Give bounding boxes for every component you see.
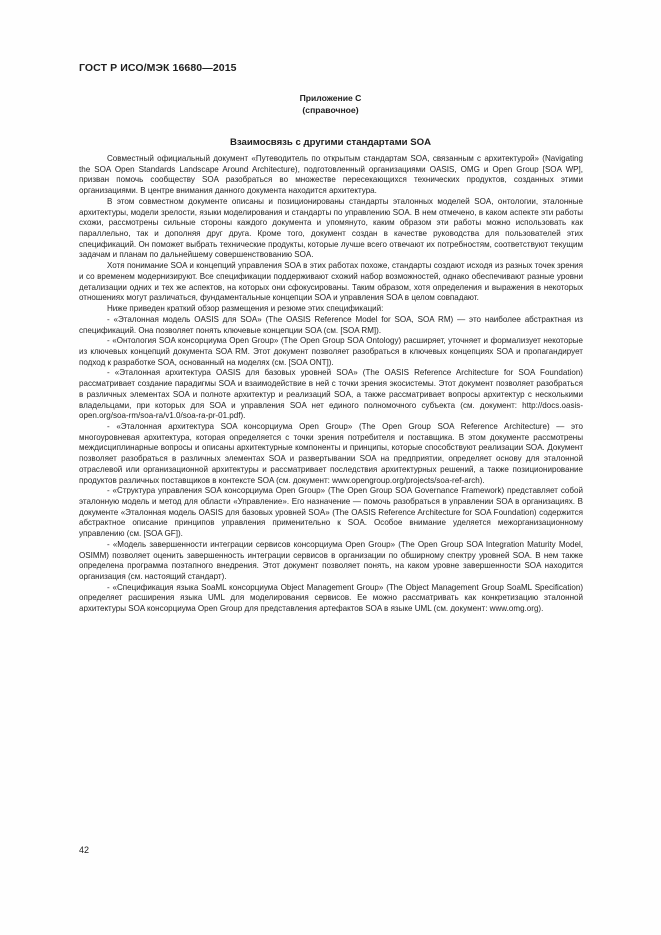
list-item: - «Спецификация языка SoaML консорциума Object Management Group» (The Object Management Group SoaML Specification) определяет расширения языка UML для моделирования сервисов. Ее можно рассматривать как конкретизацию эталонной архитектуры SOA консорциума Open Group для представления артефактов SOA в языке UML (см. документ: www.omg.org). [79, 582, 583, 614]
paragraph: Совместный официальный документ «Путеводитель по открытым стандартам SOA, связанным с архитектурой» (Navigating the SOA Open Standards Landscape Around Architecture), подготовленный организациями OASIS, OMG и Open Group [SOA WP], призван помочь сообществу SOA разобраться во множестве пересекающихся технических продуктов, созданных этими организациями. В центре внимания данного документа находится архитектура. [79, 154, 583, 196]
annex-subtitle: (справочное) [302, 105, 359, 115]
list-item: - «Эталонная архитектура SOA консорциума Open Group» (The Open Group SOA Reference Architecture) — это многоуровневая архитектура, которая определяется с точки зрения потребителя и поставщика. В этом документе рассмотрены междисциплинарные вопросы и описаны архитектурные компоненты и принципы, которые способствуют реализации SOA. Документ позволяет разобраться в различных элементах SOA и развертывании SOA на предприятии, определяет основу для эталонной отраслевой или организационной архитектуры и рассматривает последствия архитектурных решений, а также позиционирование продуктов различных поставщиков в контексте SOA (см. документ: www.opengroup.org/projects/soa-ref-arch). [79, 421, 583, 485]
paragraph: Хотя понимание SOA и концепций управления SOA в этих работах похоже, стандарты создают исходя из разных точек зрения и со временем модернизируют. Все спецификации поддерживают схожий набор возможностей, однако обеспечивают разные уровни детализации одних и тех же аспектов, на которых они сфокусированы. Таким образом, хотя определения и выражения в некоторых отношениях могут различаться, фундаментальные концепции SOA и управления SOA в целом совпадают. [79, 261, 583, 303]
list-item: - «Модель завершенности интеграции сервисов консорциума Open Group» (The Open Group SOA Integration Maturity Model, OSIMM) позволяет оценить завершенность интеграции сервисов в организации по обширному спектру уровней SOA. В нем также определена программа поэтапного внедрения. Этот документ позволяет понять, на каком уровне завершенности SOA находится организация (см. настоящий стандарт). [79, 539, 583, 582]
paragraph: В этом совместном документе описаны и позиционированы стандарты эталонных моделей SOA, онтологии, эталонные архитектуры, модели зрелости, языки моделирования и стандарты по управлению SOA. В нем отмечено, в каком аспекте эти работы схожи, рассмотрены сильные стороны каждого документа и упомянуто, каким образом эти работы можно использовать как параллельно, так и дополняя друг друга. Кроме того, документ создан в качестве руководства для пользователей этих спецификаций. Он поможет выбрать технические продукты, которые лучше всего отвечают их потребностям, соответствуют текущим задачам и планам по дальнейшему совершенствованию SOA. [79, 196, 583, 260]
page-number: 42 [79, 845, 90, 855]
body-text [79, 154, 583, 615]
annex-title: Приложение С [299, 93, 362, 103]
list-item: - «Эталонная модель OASIS для SOA» (The OASIS Reference Model for SOA, SOA RM) — это наиболее абстрактная из спецификаций. Она позволяет понять ключевые концепции SOA (см. [SOA RM]). [79, 314, 583, 335]
standard-header: ГОСТ Р ИСО/МЭК 16680—2015 [79, 62, 237, 74]
list-item: - «Онтология SOA консорциума Open Group» (The Open Group SOA Ontology) расширяет, уточняет и формализует некоторые из ключевых концепций документа SOA RM. Этот документ позволяет разобраться в ключевых концепциях SOA и пропагандирует подход к разработке SOA, основанный на моделях (см. [SOA ONT]). [79, 336, 583, 367]
list-item: - «Эталонная архитектура OASIS для базовых уровней SOA» (The OASIS Reference Architecture for SOA Foundation) рассматривает создание парадигмы SOA и взаимодействие в ней с точки зрения экосистемы. Этот документ позволяет разобраться в различных элементах SOA и полноте архитектур и реализаций SOA, а также рассматривает вопросы архитектур с несколькими владельцами, при которых для SOA и управления SOA нет единого полномочного субъекта (см. документ: http://docs.oasis-open.org/soa-rm/soa-ra/v1.0/soa-ra-pr-01.pdf). [79, 368, 583, 421]
paragraph: Ниже приведен краткий обзор размещения и резюме этих спецификаций: [107, 304, 384, 314]
section-title: Взаимосвязь с другими стандартами SOA [229, 137, 432, 148]
list-item: - «Структура управления SOA консорциума Open Group» (The Open Group SOA Governance Framework) представляет собой эталонную модель и метод для области «Управление». Его назначение — помочь разобраться в управлении SOA в организациях. В документе «Эталонная модель OASIS для базовых уровней SOA» (The OASIS Reference Architecture for SOA Foundation) содержится абстрактное описание принципов управления применительно к SOA. Особое внимание уделяется межорганизационному управлению (см. [SOA GF]). [79, 486, 583, 539]
